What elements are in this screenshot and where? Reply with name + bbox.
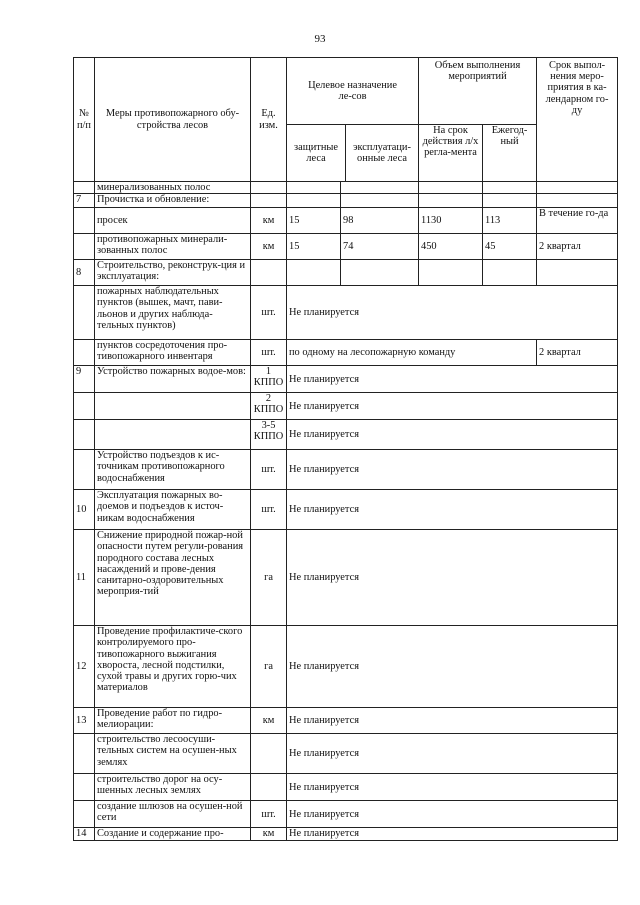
header-deadline: Срок выпол-нения меро-приятия в ка-лендарном го-ду [537,58,618,182]
page-number: 93 [314,33,326,45]
unit-cell: шт. [251,490,287,530]
measure-name: просек [95,208,251,234]
row-number: 12 [74,626,95,708]
measure-name: Прочистка и обновление: [95,194,251,208]
measure-name: минерализованных полос [95,182,251,194]
unit-cell: км [251,708,287,734]
measure-name: противопожарных минерали-зованных полос [95,234,251,260]
measure-name: строительство лесоосуши-тельных систем на осушен-ных землях [95,734,251,774]
table-row [74,530,618,626]
unit-cell: 1 КППО [251,366,287,393]
header-purpose-group [287,58,419,182]
table-row [74,450,618,490]
measure-name: пожарных наблюдательных пунктов (вышек, мачт, пави-льонов и других наблюда-тельных пунктов) [95,286,251,340]
protective-value: 15 [287,234,341,260]
total-value: 450 [419,234,483,260]
row-number: 9 [74,366,95,393]
table-row [74,393,618,420]
header-num: № п/п [74,58,95,182]
measure-name: Проведение профилактиче-ского контролируемого про-тивопожарного выжигания хвороста, лесной подстилки, сухой травы и других горю-чих материалов [95,626,251,708]
note-cell: Не планируется [287,774,618,801]
table-row [74,340,618,366]
operational-value: 98 [341,208,419,234]
measure-name: пунктов сосредоточения про-тивопожарного инвентаря [95,340,251,366]
table-row [74,490,618,530]
unit-cell: га [251,626,287,708]
table-row [74,420,618,450]
table-row [74,260,618,286]
note-cell: Не планируется [287,393,618,420]
deadline-cell: В течение го-да [537,208,618,234]
row-number: 10 [74,490,95,530]
unit-cell: км [251,208,287,234]
note-cell: Не планируется [287,530,618,626]
note-cell: Не планируется [287,366,618,393]
unit-cell: га [251,530,287,626]
table-row [74,626,618,708]
header-unit: Ед. изм. [251,58,287,182]
note-cell: Не планируется [287,286,618,340]
header-term-total: На срок действия л/х регла-мента [419,125,483,182]
measure-name: Создание и содержание про- [95,828,251,841]
measure-name: строительство дорог на осу-шенных лесных землях [95,774,251,801]
table-row [74,208,618,234]
operational-value: 74 [341,234,419,260]
table-row [74,234,618,260]
annual-value: 45 [483,234,537,260]
measure-name: Устройство пожарных водое-мов: [95,366,251,393]
row-number: 11 [74,530,95,626]
note-cell: Не планируется [287,828,618,841]
row-number: 13 [74,708,95,734]
note-cell: по одному на лесопожарную команду [287,340,537,366]
protective-value: 15 [287,208,341,234]
note-cell: Не планируется [287,801,618,828]
deadline-cell: 2 квартал [537,234,618,260]
note-cell: Не планируется [287,734,618,774]
unit-cell: шт. [251,286,287,340]
table-row [74,708,618,734]
measure-name: Снижение природной пожар-ной опасности путем регули-рования породного состава лесных насаждений и прове-дения санитарно-оздоровительных мероприя-тий [95,530,251,626]
unit-cell: км [251,828,287,841]
measure-name: Проведение работ по гидро-мелиорации: [95,708,251,734]
header-volume: Объем выполнения мероприятий [419,58,537,125]
unit-cell: шт. [251,801,287,828]
measure-name: Эксплуатация пожарных во-доемов и подъездов к источ-никам водоснабжения [95,490,251,530]
table-row [74,828,618,841]
unit-cell: 3-5 КППО [251,420,287,450]
table-row [74,286,618,340]
header-annual: Ежегод-ный [483,125,537,182]
row-number: 8 [74,260,95,286]
deadline-cell: 2 квартал [537,340,618,366]
note-cell: Не планируется [287,708,618,734]
row-number: 7 [74,194,95,208]
unit-cell: шт. [251,450,287,490]
table-row [74,366,618,393]
row-number: 14 [74,828,95,841]
annual-value: 113 [483,208,537,234]
unit-cell: км [251,234,287,260]
note-cell: Не планируется [287,626,618,708]
table-row [74,734,618,774]
total-value: 1130 [419,208,483,234]
header-operational: эксплуатаци-онные леса [353,141,411,164]
table-row [74,801,618,828]
table-row [74,182,618,194]
header-protective: защитные леса [287,125,346,181]
unit-cell: шт. [251,340,287,366]
measure-name: Строительство, реконструк-ция и эксплуатация: [95,260,251,286]
note-cell: Не планируется [287,420,618,450]
note-cell: Не планируется [287,490,618,530]
note-cell: Не планируется [287,450,618,490]
measure-name: Устройство подъездов к ис-точникам противопожарного водоснабжения [95,450,251,490]
table-row [74,194,618,208]
header-measures: Меры противопожарного обу-стройства лесов [95,58,251,182]
header-purpose: Целевое назначение ле-сов [287,58,418,125]
fire-prevention-table [73,57,618,841]
header-row-1 [74,58,618,125]
measure-name: создание шлюзов на осушен-ной сети [95,801,251,828]
table-row [74,774,618,801]
unit-cell: 2 КППО [251,393,287,420]
